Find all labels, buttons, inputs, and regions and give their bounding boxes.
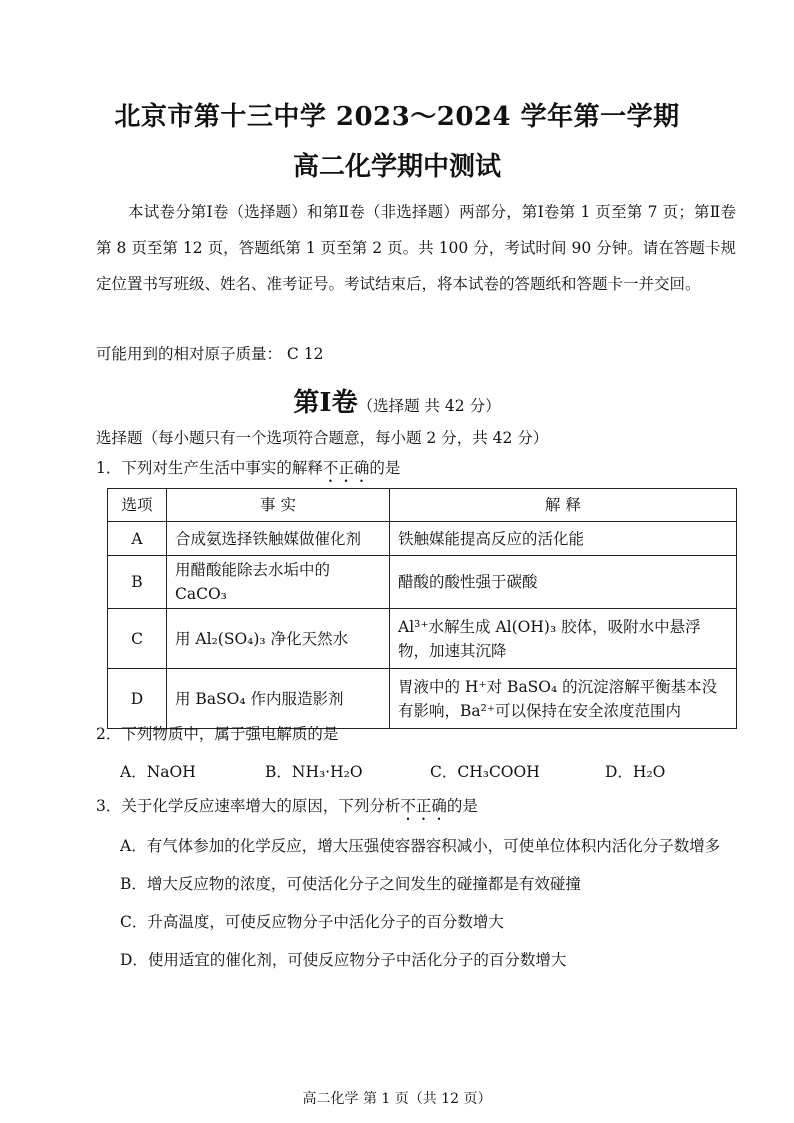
question-2-options (120, 760, 720, 782)
table-cell-option: C (108, 609, 167, 669)
table-header-fact: 事 实 (167, 489, 390, 522)
table-cell-explanation: 铁触媒能提高反应的活化能 (390, 522, 737, 556)
table-cell-option: D (108, 669, 167, 729)
section-instructions: 选择题（每小题只有一个选项符合题意，每小题 2 分，共 42 分） (96, 429, 549, 447)
section-note: （选择题 共 42 分） (357, 397, 501, 415)
option-c[interactable]: C．CH₃COOH (430, 763, 540, 781)
table-cell-fact: 用 BaSO₄ 作内服造影剂 (167, 669, 390, 729)
table-row (108, 556, 737, 609)
table-cell-option: A (108, 522, 167, 556)
table-row (108, 522, 737, 556)
intro-text: 本试卷分第Ⅰ卷（选择题）和第Ⅱ卷（非选择题）两部分，第Ⅰ卷第 1 页至第 7 页；第Ⅱ卷第 8 页至第 12 页，答题纸第 1 页至第 2 页。共 100 分，考试时间 90 分钟。请在答题卡规定位置书写班级、姓名、准考证号。考试结束后，将本试卷的答题纸和答题卡一并交回。 (96, 203, 736, 293)
atomic-mass-note: 可能用到的相对原子质量： C 12 (96, 345, 324, 363)
section-heading (0, 382, 794, 419)
question-text-end: 的是 (369, 459, 401, 477)
section-title: 第Ⅰ卷 (293, 388, 358, 418)
table-row (108, 609, 737, 669)
emphasis-text: 不正确 (400, 797, 447, 815)
table-header-row (108, 489, 737, 522)
intro-paragraph (96, 194, 736, 302)
emphasis-text: 不正确 (322, 459, 370, 477)
question-text-end: 的是 (446, 797, 478, 815)
question-1-table (107, 488, 737, 729)
option-b[interactable]: B．增大反应物的浓度，可使活化分子之间发生的碰撞都是有效碰撞 (120, 875, 581, 893)
question-text: 关于化学反应速率增大的原因，下列分析 (121, 797, 401, 815)
table-cell-option: B (108, 556, 167, 609)
exam-title: 北京市第十三中学 2023～2024 学年第一学期 (114, 102, 680, 132)
page-footer: 高二化学 第 1 页（共 12 页） (302, 1091, 492, 1107)
exam-subtitle: 高二化学期中测试 (292, 152, 501, 182)
table-row (108, 669, 737, 729)
question-1-stem (96, 456, 400, 486)
table-header-explanation: 解 释 (390, 489, 737, 522)
question-3-stem (96, 794, 478, 824)
table-header-option: 选项 (108, 489, 167, 522)
option-c[interactable]: C．升高温度，可使反应物分子中活化分子的百分数增大 (120, 913, 504, 931)
question-text: 下列对生产生活中事实的解释 (121, 459, 323, 477)
table-cell-explanation: Al³⁺水解生成 Al(OH)₃ 胶体，吸附水中悬浮物，加速其沉降 (390, 609, 737, 669)
table-cell-fact: 用醋酸能除去水垢中的 CaCO₃ (167, 556, 390, 609)
question-2-stem: 2．下列物质中，属于强电解质的是 (96, 725, 339, 743)
option-b[interactable]: B．NH₃·H₂O (265, 763, 363, 781)
table-cell-explanation: 醋酸的酸性强于碳酸 (390, 556, 737, 609)
table-cell-explanation: 胃液中的 H⁺对 BaSO₄ 的沉淀溶解平衡基本没有影响，Ba²⁺可以保持在安全浓度范围内 (390, 669, 737, 729)
question-number: 1． (96, 459, 122, 477)
table-cell-fact: 合成氨选择铁触媒做催化剂 (167, 522, 390, 556)
table-cell-fact: 用 Al₂(SO₄)₃ 净化天然水 (167, 609, 390, 669)
option-d[interactable]: D．H₂O (605, 763, 666, 781)
option-a[interactable]: A．NaOH (120, 763, 196, 781)
question-number: 3． (96, 797, 122, 815)
option-d[interactable]: D．使用适宜的催化剂，可使反应物分子中活化分子的百分数增大 (120, 951, 567, 969)
option-a[interactable]: A．有气体参加的化学反应，增大压强使容器容积减小，可使单位体积内活化分子数增多 (120, 837, 721, 855)
